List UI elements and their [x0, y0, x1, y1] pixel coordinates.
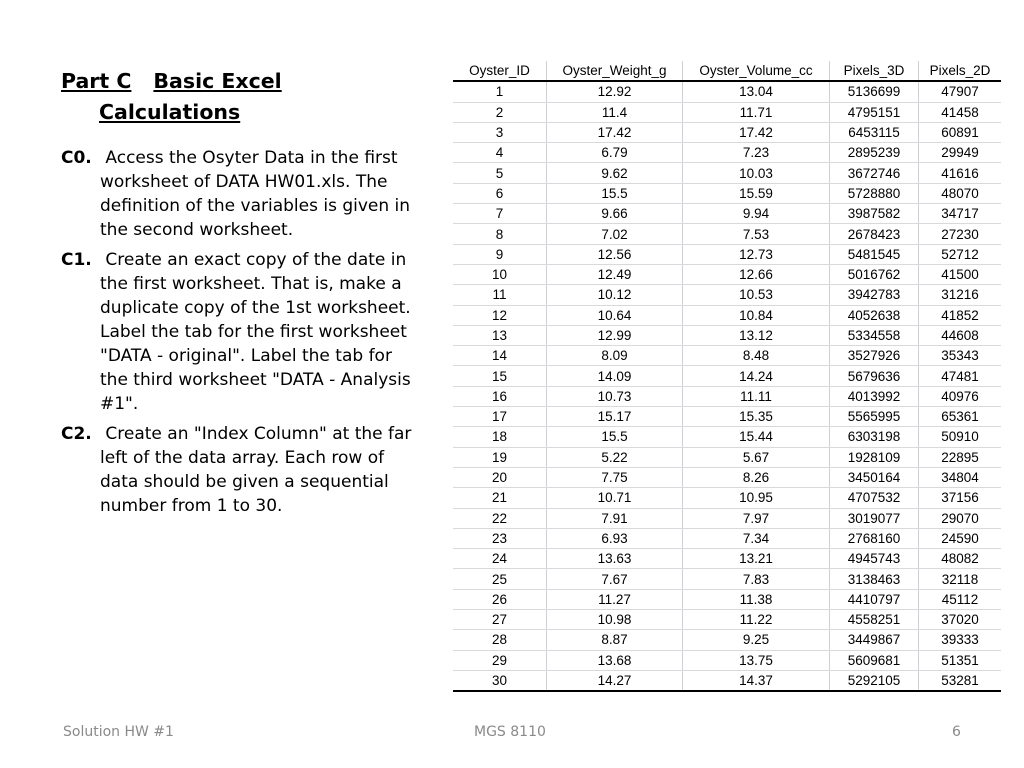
table-cell: 7.75	[547, 467, 683, 487]
table-cell: 5565995	[830, 407, 919, 427]
section-heading	[61, 66, 413, 128]
table-cell: 35343	[919, 346, 1002, 366]
table-cell: 5728880	[830, 183, 919, 203]
table-cell: 13.12	[683, 325, 830, 345]
table-row	[453, 325, 1001, 345]
table-cell: 9.25	[683, 630, 830, 650]
item-text: Access the Osyter Data in the first worksheet of DATA HW01.xls. The definition of the variables is given in the second worksheet.	[100, 148, 411, 240]
table-cell: 24	[453, 549, 547, 569]
table-cell: 12.66	[683, 264, 830, 284]
table-row	[453, 650, 1001, 670]
table-row	[453, 81, 1001, 102]
table-cell: 3	[453, 122, 547, 142]
table-cell: 48070	[919, 183, 1002, 203]
table-cell: 29949	[919, 143, 1002, 163]
table-row	[453, 122, 1001, 142]
table-cell: 7.23	[683, 143, 830, 163]
table-cell: 4795151	[830, 102, 919, 122]
instruction-item-c0	[61, 146, 413, 242]
table-cell: 6	[453, 183, 547, 203]
table-cell: 15.35	[683, 407, 830, 427]
table-cell: 65361	[919, 407, 1002, 427]
table-cell: 41500	[919, 264, 1002, 284]
heading-title-line2: Calculations	[99, 100, 241, 124]
table-cell: 11.22	[683, 610, 830, 630]
table-cell: 9.94	[683, 204, 830, 224]
table-cell: 17.42	[547, 122, 683, 142]
table-row	[453, 569, 1001, 589]
table-row	[453, 528, 1001, 548]
table-cell: 10.53	[683, 285, 830, 305]
table-cell: 37020	[919, 610, 1002, 630]
table-cell: 4410797	[830, 589, 919, 609]
table-cell: 2678423	[830, 224, 919, 244]
table-cell: 15.17	[547, 407, 683, 427]
table-cell: 12.49	[547, 264, 683, 284]
table-row	[453, 386, 1001, 406]
table-cell: 7.53	[683, 224, 830, 244]
table-cell: 14.24	[683, 366, 830, 386]
table-cell: 21	[453, 488, 547, 508]
table-cell: 60891	[919, 122, 1002, 142]
footer-course-code: MGS 8110	[474, 724, 546, 740]
table-cell: 47481	[919, 366, 1002, 386]
table-cell: 3449867	[830, 630, 919, 650]
footer-page-number: 6	[952, 724, 961, 740]
table-cell: 5	[453, 163, 547, 183]
table-cell: 14.27	[547, 670, 683, 691]
item-text: Create an exact copy of the date in the first worksheet. That is, make a duplicate copy of the 1st worksheet. Label the tab for the first worksheet "DATA - original". Label the tab for the third worksheet "DATA - Analysis #1".	[100, 250, 411, 414]
table-cell: 4558251	[830, 610, 919, 630]
table-cell: 10.64	[547, 305, 683, 325]
table-cell: 31216	[919, 285, 1002, 305]
table-cell: 15.44	[683, 427, 830, 447]
table-row	[453, 407, 1001, 427]
table-cell: 12.92	[547, 81, 683, 102]
table-row	[453, 447, 1001, 467]
table-cell: 28	[453, 630, 547, 650]
table-row	[453, 427, 1001, 447]
table-cell: 22895	[919, 447, 1002, 467]
table-cell: 25	[453, 569, 547, 589]
column-header: Oyster_ID	[453, 61, 547, 81]
table-cell: 15.5	[547, 427, 683, 447]
table-row	[453, 102, 1001, 122]
table-cell: 5292105	[830, 670, 919, 691]
table-cell: 14	[453, 346, 547, 366]
table-cell: 15.5	[547, 183, 683, 203]
table-row	[453, 163, 1001, 183]
table-cell: 11.4	[547, 102, 683, 122]
table-cell: 37156	[919, 488, 1002, 508]
table-cell: 6.79	[547, 143, 683, 163]
table-cell: 4052638	[830, 305, 919, 325]
table-cell: 11.27	[547, 589, 683, 609]
table-cell: 22	[453, 508, 547, 528]
table-cell: 48082	[919, 549, 1002, 569]
table-cell: 10	[453, 264, 547, 284]
table-cell: 13.04	[683, 81, 830, 102]
table-row	[453, 630, 1001, 650]
table-header-row	[453, 61, 1001, 81]
table-row	[453, 285, 1001, 305]
table-cell: 2768160	[830, 528, 919, 548]
table-row	[453, 549, 1001, 569]
table-cell: 7.34	[683, 528, 830, 548]
table-cell: 3942783	[830, 285, 919, 305]
table-row	[453, 204, 1001, 224]
table-cell: 12.99	[547, 325, 683, 345]
table-cell: 10.95	[683, 488, 830, 508]
table-cell: 12.73	[683, 244, 830, 264]
table-cell: 41458	[919, 102, 1002, 122]
table-cell: 18	[453, 427, 547, 447]
table-cell: 4013992	[830, 386, 919, 406]
oyster-data-table	[453, 61, 1001, 692]
table-cell: 5481545	[830, 244, 919, 264]
table-cell: 7.83	[683, 569, 830, 589]
table-cell: 12	[453, 305, 547, 325]
table-cell: 10.12	[547, 285, 683, 305]
table-cell: 6.93	[547, 528, 683, 548]
table-cell: 7.02	[547, 224, 683, 244]
table-cell: 26	[453, 589, 547, 609]
table-cell: 9	[453, 244, 547, 264]
table-row	[453, 589, 1001, 609]
instruction-item-c2	[61, 422, 413, 518]
table-cell: 29	[453, 650, 547, 670]
table-cell: 6303198	[830, 427, 919, 447]
table-cell: 7.97	[683, 508, 830, 528]
table-row	[453, 610, 1001, 630]
table-cell: 1	[453, 81, 547, 102]
text-column	[61, 66, 413, 524]
table-row	[453, 670, 1001, 691]
item-text: Create an "Index Column" at the far left of the data array. Each row of data should be given a sequential number from 1 to 30.	[100, 424, 412, 516]
table-cell: 24590	[919, 528, 1002, 548]
table-cell: 3672746	[830, 163, 919, 183]
item-label: C1.	[61, 250, 92, 270]
table-cell: 27	[453, 610, 547, 630]
table-cell: 10.03	[683, 163, 830, 183]
table-cell: 41616	[919, 163, 1002, 183]
table-cell: 5609681	[830, 650, 919, 670]
table-cell: 8.09	[547, 346, 683, 366]
table-cell: 3450164	[830, 467, 919, 487]
table-cell: 12.56	[547, 244, 683, 264]
table-cell: 51351	[919, 650, 1002, 670]
table-row	[453, 467, 1001, 487]
table-cell: 17	[453, 407, 547, 427]
table-cell: 44608	[919, 325, 1002, 345]
table-cell: 34804	[919, 467, 1002, 487]
table-cell: 14.09	[547, 366, 683, 386]
heading-title: Basic Excel	[153, 69, 282, 93]
table-cell: 32118	[919, 569, 1002, 589]
table-cell: 4707532	[830, 488, 919, 508]
table-cell: 39333	[919, 630, 1002, 650]
table-cell: 53281	[919, 670, 1002, 691]
table-cell: 19	[453, 447, 547, 467]
table-cell: 34717	[919, 204, 1002, 224]
column-header: Oyster_Volume_cc	[683, 61, 830, 81]
table-cell: 2895239	[830, 143, 919, 163]
table-cell: 10.71	[547, 488, 683, 508]
column-header: Pixels_2D	[919, 61, 1002, 81]
item-label: C2.	[61, 424, 92, 444]
table-cell: 1928109	[830, 447, 919, 467]
table-cell: 15	[453, 366, 547, 386]
table-cell: 50910	[919, 427, 1002, 447]
table-cell: 45112	[919, 589, 1002, 609]
table-cell: 8.26	[683, 467, 830, 487]
table-row	[453, 366, 1001, 386]
table-cell: 29070	[919, 508, 1002, 528]
table-cell: 3987582	[830, 204, 919, 224]
table-cell: 9.62	[547, 163, 683, 183]
table-row	[453, 183, 1001, 203]
table-cell: 10.84	[683, 305, 830, 325]
table-cell: 7.67	[547, 569, 683, 589]
table-row	[453, 224, 1001, 244]
table-cell: 20	[453, 467, 547, 487]
table-cell: 9.66	[547, 204, 683, 224]
table-cell: 11.71	[683, 102, 830, 122]
table-row	[453, 346, 1001, 366]
table-row	[453, 143, 1001, 163]
table-cell: 7	[453, 204, 547, 224]
table-cell: 41852	[919, 305, 1002, 325]
table-cell: 5136699	[830, 81, 919, 102]
table-body	[453, 81, 1001, 691]
table-cell: 3019077	[830, 508, 919, 528]
table-cell: 2	[453, 102, 547, 122]
table-row	[453, 488, 1001, 508]
table-row	[453, 508, 1001, 528]
table-cell: 11.38	[683, 589, 830, 609]
column-header: Pixels_3D	[830, 61, 919, 81]
table-cell: 23	[453, 528, 547, 548]
table-cell: 13.21	[683, 549, 830, 569]
heading-part-label: Part C	[61, 69, 132, 93]
table-cell: 3138463	[830, 569, 919, 589]
table-cell: 4	[453, 143, 547, 163]
table-cell: 3527926	[830, 346, 919, 366]
table-cell: 13	[453, 325, 547, 345]
table-cell: 5.67	[683, 447, 830, 467]
table-cell: 4945743	[830, 549, 919, 569]
column-header: Oyster_Weight_g	[547, 61, 683, 81]
table-cell: 13.63	[547, 549, 683, 569]
table-cell: 6453115	[830, 122, 919, 142]
table-cell: 5679636	[830, 366, 919, 386]
table-cell: 10.98	[547, 610, 683, 630]
table-row	[453, 244, 1001, 264]
table-cell: 7.91	[547, 508, 683, 528]
table-cell: 13.68	[547, 650, 683, 670]
item-label: C0.	[61, 148, 92, 168]
table-cell: 15.59	[683, 183, 830, 203]
table-cell: 13.75	[683, 650, 830, 670]
table-cell: 5334558	[830, 325, 919, 345]
table-cell: 40976	[919, 386, 1002, 406]
footer-course-title: Solution HW #1	[63, 724, 174, 740]
table-cell: 11.11	[683, 386, 830, 406]
table-cell: 8	[453, 224, 547, 244]
table-cell: 10.73	[547, 386, 683, 406]
oyster-data-table-container	[453, 61, 1001, 692]
table-cell: 30	[453, 670, 547, 691]
table-cell: 5016762	[830, 264, 919, 284]
table-cell: 17.42	[683, 122, 830, 142]
table-row	[453, 305, 1001, 325]
table-cell: 8.87	[547, 630, 683, 650]
table-cell: 52712	[919, 244, 1002, 264]
table-cell: 11	[453, 285, 547, 305]
table-cell: 47907	[919, 81, 1002, 102]
table-cell: 16	[453, 386, 547, 406]
table-cell: 14.37	[683, 670, 830, 691]
instruction-item-c1	[61, 248, 413, 416]
table-cell: 8.48	[683, 346, 830, 366]
table-cell: 27230	[919, 224, 1002, 244]
table-cell: 5.22	[547, 447, 683, 467]
table-row	[453, 264, 1001, 284]
